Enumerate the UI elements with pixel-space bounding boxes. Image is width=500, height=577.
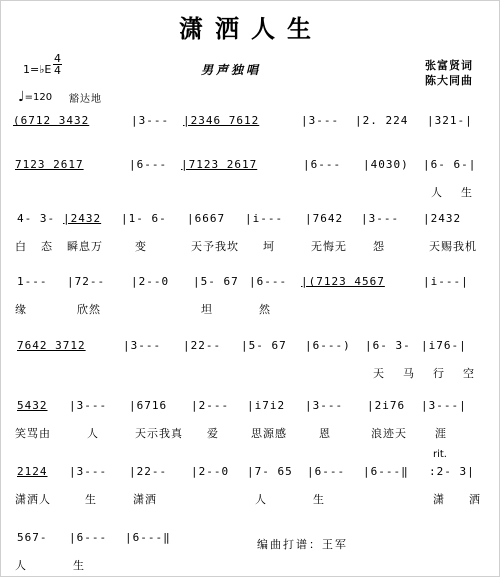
lyric: 无悔无 (311, 240, 347, 253)
lyric: 潇洒人 (15, 493, 51, 506)
measure: |6- 6-| (423, 158, 477, 171)
measure: |3--- (301, 114, 340, 127)
quarter-note-icon: ♩ (18, 89, 25, 105)
tempo-marking (18, 89, 52, 105)
measure: |6--- (69, 531, 108, 544)
measure: |6--- (307, 465, 346, 478)
measure: |6---) (305, 339, 351, 352)
measure: |4030) (363, 158, 409, 171)
measure: 5432 (17, 399, 48, 412)
measure: |6716 (129, 399, 168, 412)
lyric: 人 (15, 559, 27, 572)
lyric: 欣然 (77, 303, 101, 316)
lyric: 怨 (373, 240, 385, 253)
measure: |22-- (183, 339, 222, 352)
measure: |6--- (303, 158, 342, 171)
measure: |2. 224 (355, 114, 409, 127)
measure: |3--- (131, 114, 170, 127)
key-signature: 1=♭E (23, 63, 52, 76)
expression-marking: 豁达地 (69, 94, 102, 105)
lyric: 天 (373, 367, 385, 380)
lyric: 马 (403, 367, 415, 380)
lyric: 人 (87, 427, 99, 440)
lyric: 爱 (207, 427, 219, 440)
tempo-value: =120 (24, 92, 53, 103)
lyric: 生 (85, 493, 97, 506)
measure: |2432 (63, 212, 102, 225)
lyric: 涯 (435, 427, 447, 440)
lyric: 生 (313, 493, 325, 506)
measure: |72-- (67, 275, 106, 288)
measure: 2124 (17, 465, 48, 478)
lyricist-credit: 张富贤词 (425, 59, 473, 72)
lyric: 潇 (433, 493, 445, 506)
lyric: 思源感 (251, 427, 287, 440)
measure: |6--- (129, 158, 168, 171)
measure: |7642 (305, 212, 344, 225)
score-system-3 (1, 212, 500, 258)
lyric: 白 (15, 240, 27, 253)
measure: |6---‖ (363, 465, 409, 478)
score-system-1 (1, 114, 500, 160)
lyric: 天予我坎 (191, 240, 239, 253)
measure: |2346 7612 (183, 114, 260, 127)
lyric: 恩 (319, 427, 331, 440)
lyric: 瞬息万 (67, 240, 103, 253)
lyric: 洒 (469, 493, 481, 506)
measure: |5- 67 (241, 339, 287, 352)
lyric: 变 (135, 240, 147, 253)
lyric: 潇洒 (133, 493, 157, 506)
measure: |3--- (305, 399, 344, 412)
measure: |7123 2617 (181, 158, 258, 171)
measure: |i76-| (421, 339, 467, 352)
score-system-4 (1, 275, 500, 321)
measure: |22-- (129, 465, 168, 478)
lyric: 笑骂由 (15, 427, 51, 440)
measure: |321-| (427, 114, 473, 127)
measure: |7- 65 (247, 465, 293, 478)
lyric: 天赐我机 (429, 240, 477, 253)
measure: 4- 3- (17, 212, 56, 225)
score-system-6 (1, 399, 500, 445)
measure: |2--0 (191, 465, 230, 478)
time-signature (53, 53, 62, 76)
measure: |6---‖ (125, 531, 171, 544)
score-system-7 (1, 465, 500, 511)
measure: |2432 (423, 212, 462, 225)
performance-type: 男声独唱 (201, 63, 262, 77)
measure: 7642 3712 (17, 339, 86, 352)
measure: |3---| (421, 399, 467, 412)
lyric: 生 (73, 559, 85, 572)
measure: |i7i2 (247, 399, 286, 412)
measure: |i--- (245, 212, 284, 225)
measure: |3--- (69, 399, 108, 412)
measure: |1- 6- (121, 212, 167, 225)
lyric: 天示我真 (135, 427, 183, 440)
ritardando-marking: rit. (433, 449, 447, 460)
meter-top: 4 (54, 52, 61, 65)
measure: |3--- (123, 339, 162, 352)
lyric: 坷 (263, 240, 275, 253)
measure: (6712 3432 (13, 114, 90, 127)
lyric: 然 (259, 303, 271, 316)
score-system-8 (1, 531, 500, 577)
composer-credit: 陈大同曲 (425, 74, 473, 87)
measure: :2- 3| (429, 465, 475, 478)
lyric: 坦 (201, 303, 213, 316)
measure: |2i76 (367, 399, 406, 412)
measure: |2--0 (131, 275, 170, 288)
measure: |3--- (361, 212, 400, 225)
arranger-credit: 编曲打谱：王军 (257, 538, 348, 551)
lyric: 空 (463, 367, 475, 380)
lyric: 缘 (15, 303, 27, 316)
measure: |2--- (191, 399, 230, 412)
measure: |6667 (187, 212, 226, 225)
measure: 567- (17, 531, 48, 544)
measure: |i---| (423, 275, 469, 288)
lyric: 生 (461, 186, 473, 199)
measure: |(7123 4567 (301, 275, 385, 288)
score-system-5 (1, 339, 500, 385)
measure: |6- 3- (365, 339, 411, 352)
lyric: 态 (41, 240, 53, 253)
measure: |3--- (69, 465, 108, 478)
lyric: 行 (433, 367, 445, 380)
meter-bottom: 4 (54, 64, 61, 77)
lyric: 人 (431, 186, 443, 199)
lyric: 人 (255, 493, 267, 506)
song-title: 潇洒人生 (179, 14, 323, 43)
lyric: 浪迹天 (371, 427, 407, 440)
measure: 1--- (17, 275, 48, 288)
measure: |6--- (249, 275, 288, 288)
score-system-2 (1, 158, 500, 204)
measure: 7123 2617 (15, 158, 84, 171)
measure: |5- 67 (193, 275, 239, 288)
